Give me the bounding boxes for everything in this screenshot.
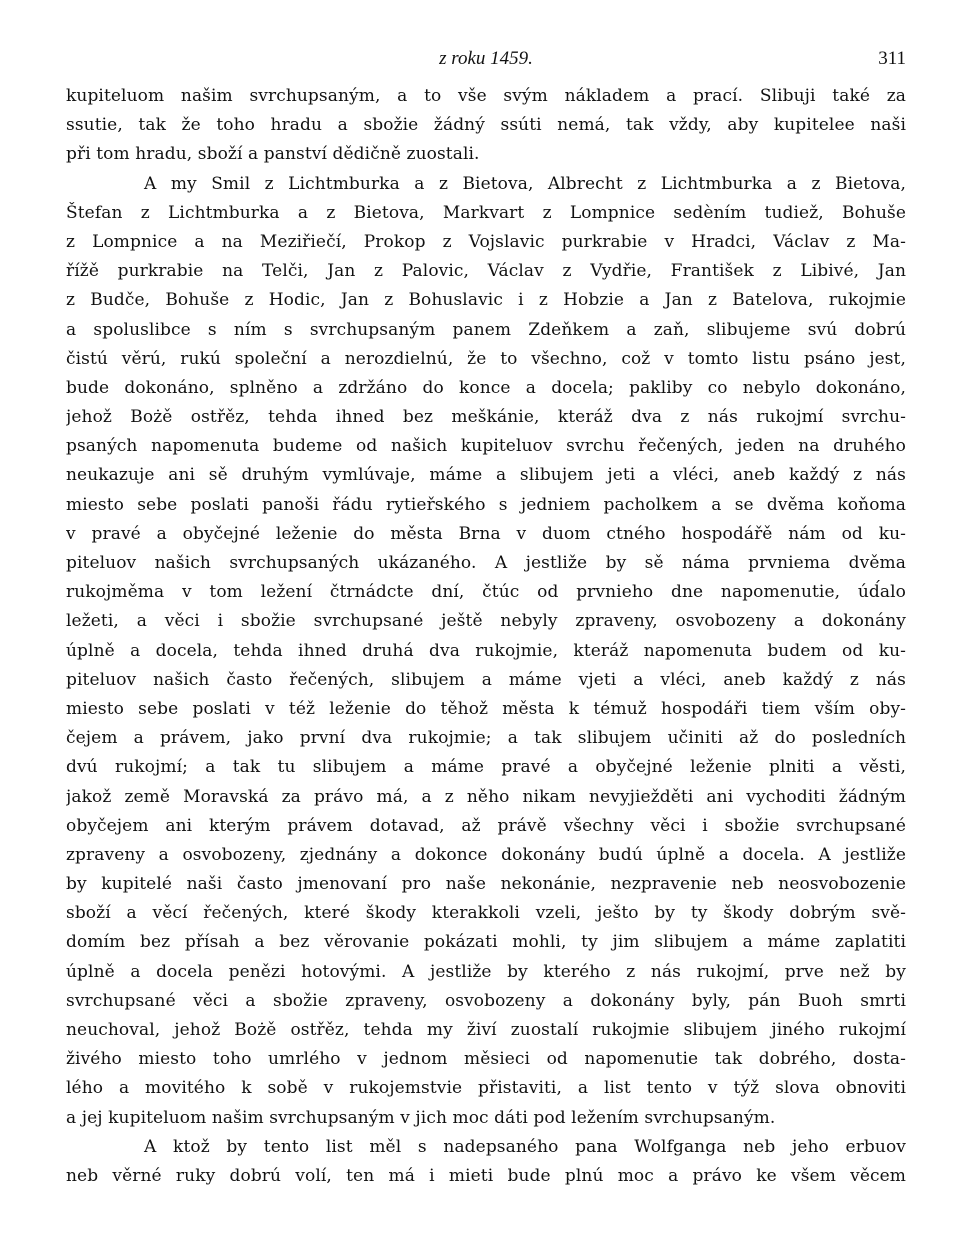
text-line: jehož Bożě ostřěz, tehda ihned bez meškánie, kteráž dva z nás rukojmí svrchu- xyxy=(66,407,906,428)
text-line: řížě purkrabie na Telči, Jan z Palovic, Václav z Vydřie, František z Libivé, Jan xyxy=(66,261,906,282)
text-line: domím bez přísah a bez věrovanie pokázati mohli, ty jim slibujem a máme zaplatiti xyxy=(66,932,906,953)
text-line: piteluov našich často řečených, slibujem a máme vjeti a vléci, aneb každý z nás xyxy=(66,669,906,690)
text-line: A ktož by tento list měl s nadepsaného pana Wolfganga neb jeho erbuov xyxy=(144,1136,906,1157)
text-line: miesto sebe poslati panoši řádu rytieřského s jedniem pacholkem a se dvěma koňoma xyxy=(66,494,906,515)
document-page xyxy=(66,38,906,1191)
text-line: Štefan z Lichtmburka a z Bietova, Markvart z Lompnice sedèním tudiež, Bohuše xyxy=(66,202,906,223)
text-line: z Budče, Bohuše z Hodic, Jan z Bohuslavic i z Hobzie a Jan z Batelova, rukojmie xyxy=(66,290,906,311)
text-line: čistú věrú, rukú společní a nerozdielnú, že to všechno, což v tomto listu psáno jest, xyxy=(66,348,906,369)
text-line: miesto sebe poslati v též leženie do těhož města k témuž hospodáři tiem vším oby- xyxy=(66,698,906,719)
text-line: a spoluslibce s ním s svrchupsaným panem Zdeňkem a zaň, slibujeme svú dobrú xyxy=(66,319,906,340)
text-line: psaných napomenuta budeme od našich kupiteluov svrchu řečených, jeden na druhého xyxy=(66,436,906,457)
text-line: z Lompnice a na Meziřiečí, Prokop z Vojslavic purkrabie v Hradci, Václav z Ma- xyxy=(66,231,906,252)
text-line: při tom hradu, sboží a panství dědičně zuostali. xyxy=(66,144,480,165)
text-line: ssutie, tak že toho hradu a sbožie žádný ssúti nemá, tak vždy, aby kupitelee naši xyxy=(66,115,906,136)
text-line: úplně a docela penězi hotovými. A jestliže by kterého z nás rukojmí, prve než by xyxy=(66,961,906,982)
text-line: neukazuje ani sě druhým vymlúvaje, máme a slibujem jeti a vléci, aneb každý z nás xyxy=(66,465,906,486)
text-line: kupiteluom našim svrchupsaným, a to vše svým nákladem a prací. Slibuji také za xyxy=(66,86,906,106)
body-text xyxy=(66,82,906,1191)
text-line: piteluov našich svrchupsaných ukázaného. A jestliže by sě náma prvniema dvěma xyxy=(66,553,906,573)
text-line: sboží a věcí řečených, které škody kterakkoli vzeli, ješto by ty škody dobrým svě- xyxy=(66,903,906,924)
text-line: neuchoval, jehož Bożě ostřěz, tehda my živí zuostalí rukojmie slibujem jiného rukojmí xyxy=(66,1020,906,1040)
text-line: rukojměma v tom ležení čtrnádcte dní, čtúc od prvnieho dne napomenutie, úd́alo xyxy=(66,582,906,603)
text-line: úplně a docela, tehda ihned druhá dva rukojmie, kteráž napomenuta budem od ku- xyxy=(66,640,906,661)
page-header xyxy=(66,38,906,78)
page-number: 311 xyxy=(878,48,906,69)
text-line: čejem a právem, jako první dva rukojmie; a tak slibujem učiniti až do posledních xyxy=(66,728,906,749)
text-line: neb věrné ruky dobrú volí, ten má i mieti bude plnú moc a právo ke všem věcem xyxy=(66,1165,906,1186)
running-title: z roku 1459. xyxy=(439,48,533,69)
text-line: zpraveny a osvobozeny, zjednány a dokonce dokonány budú úplně a docela. A jestliže xyxy=(66,844,906,865)
text-line: v pravé a obyčejné leženie do města Brna v duom ctného hospodářě nám od ku- xyxy=(66,523,906,544)
text-line: A my Smil z Lichtmburka a z Bietova, Albrecht z Lichtmburka a z Bietova, xyxy=(144,173,906,194)
text-line: dvú rukojmí; a tak tu slibujem a máme pravé a obyčejné leženie plniti a věsti, xyxy=(66,757,906,778)
text-line: obyčejem ani kterým právem dotavad, až právě všechny věci i sbožie svrchupsané xyxy=(66,815,906,836)
text-line: lého a movitého k sobě v rukojemstvie přistaviti, a list tento v týž slova obnoviti xyxy=(66,1078,906,1099)
text-line: živého miesto toho umrlého v jednom měsieci od napomenutie tak dobrého, dosta- xyxy=(66,1049,906,1070)
text-line: jakož země Moravská za právo má, a z něho nikam nevyjiežděti ani vychoditi žádným xyxy=(66,786,906,807)
text-line: a jej kupiteluom našim svrchupsaným v jich moc dáti pod ležením svrchupsaným. xyxy=(66,1107,776,1128)
text-line: by kupitelé naši často jmenovaní pro naše nekonánie, nezpravenie neb neosvobozenie xyxy=(66,874,906,895)
text-line: svrchupsané věci a sbožie zpraveny, osvobozeny a dokonány byly, pán Buoh smrti xyxy=(66,990,906,1011)
text-line: ležeti, a věci i sbožie svrchupsané ještě nebyly zpraveny, osvobozeny a dokonány xyxy=(66,611,906,632)
text-line: bude dokonáno, splněno a zdržáno do konce a docela; pakliby co nebylo dokonáno, xyxy=(66,377,906,398)
